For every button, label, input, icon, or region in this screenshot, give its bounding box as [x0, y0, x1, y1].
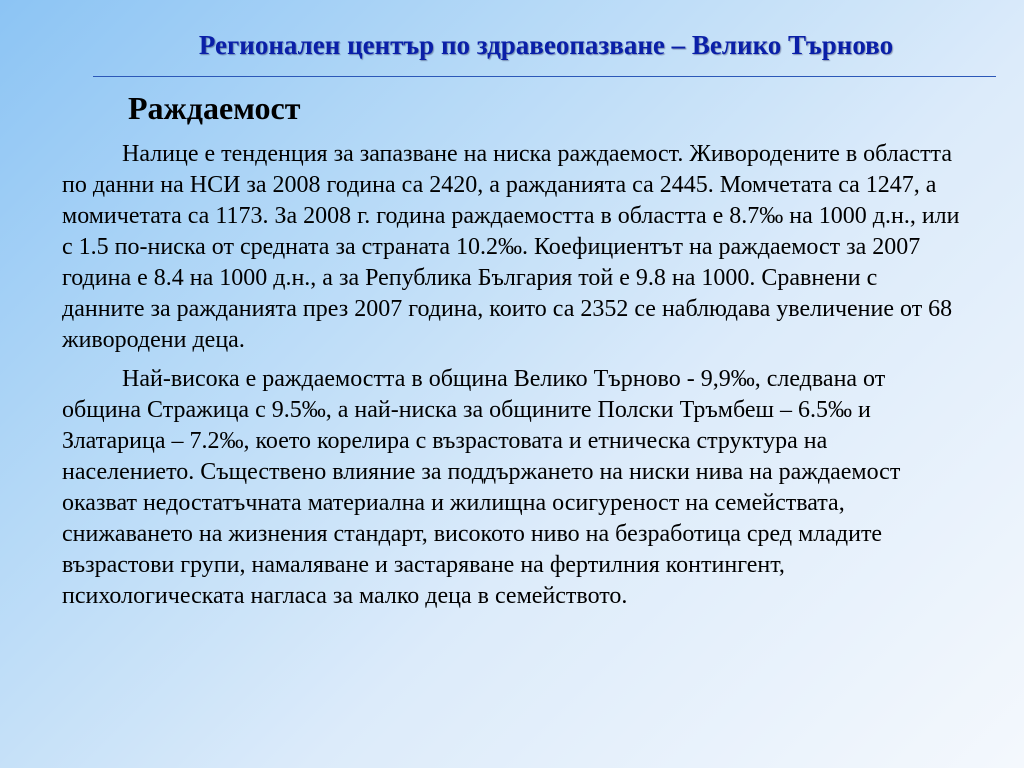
paragraph-2: Най-висока е раждаемостта в община Велико Търново - 9,9‰, следвана от община Стражица с 9.5‰, а най-ниска за общините Полски Тръмбеш – 6.5‰ и Златарица – 7.2‰, което корелира с възрастовата и етническа структура на населението. Съществено влияние за поддържането на ниски нива на раждаемост оказват недостатъчната материална и жилищна осигуреност на семействата, снижаването на жизнения стандарт, високото ниво на безработица сред младите възрастови групи, намаляване и застаряване на фертилния контингент, психологическата нагласа за малко деца в семейството. — [62, 366, 901, 609]
page-header-title: Регионален център по здравеопазване – Велико Търново — [198, 30, 894, 60]
section-heading: Раждаемост — [128, 90, 301, 126]
header-divider — [93, 76, 996, 77]
body-text — [62, 139, 962, 620]
paragraph-1: Налице е тенденция за запазване на ниска раждаемост. Живородените в областта по данни на НСИ за 2008 година са 2420, а ражданията са 2445. Момчетата са 1247, а момичетата са 1173. За 2008 г. година раждаемостта в областта е 8.7‰ на 1000 д.н., или с 1.5 по-ниска от средната за страната 10.2‰. Коефициентът на раждаемост за 2007 година е 8.4 на 1000 д.н., а за Република България той е 9.8 на 1000. Сравнени с данните за ражданията през 2007 година, които са 2352 се наблюдава увеличение от 68 живородени деца. — [62, 141, 960, 353]
